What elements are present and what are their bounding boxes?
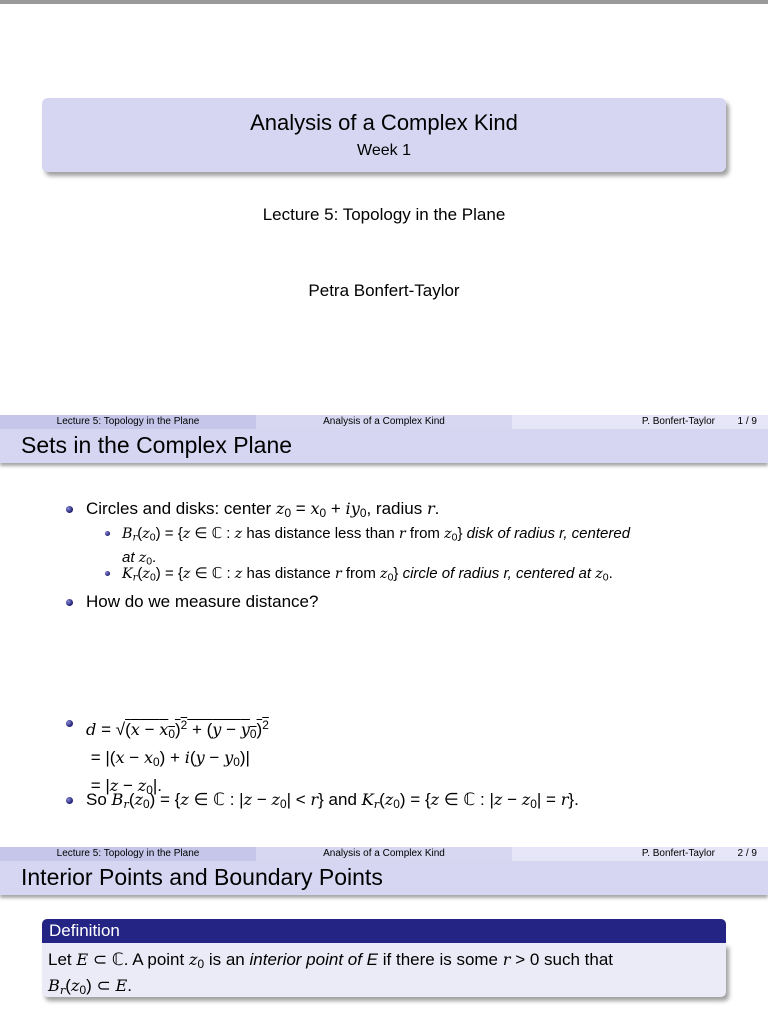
headline-bar-2 (0, 847, 768, 861)
sub-bullet-circle: $K_r(z_0) = \{z$ ∈ ℂ : z has distance r from $z_0$} circle of radius r, centered at $z_0$. (122, 565, 613, 584)
headline-author: P. Bonfert-Taylor (641, 416, 715, 427)
bullet-icon (66, 506, 73, 513)
definition-body (42, 943, 726, 997)
week-label: Week 1 (357, 142, 411, 159)
headline-course: Analysis of a Complex Kind (256, 415, 512, 429)
bullet-measure-distance: How do we measure distance? (86, 592, 319, 611)
lecture-subtitle: Lecture 5: Topology in the Plane (262, 205, 506, 224)
headline-bar-1 (0, 415, 768, 429)
headline-lecture: Lecture 5: Topology in the Plane (0, 847, 256, 861)
headline-right (512, 847, 768, 861)
bullet-icon (66, 720, 73, 727)
frame-title: Sets in the Complex Plane (21, 432, 293, 458)
top-rule (0, 0, 768, 4)
sub-bullet-icon (105, 531, 110, 536)
bullet-circles-disks: Circles and disks: center $z_0 = x_0 + iy_0$, radius r. (86, 499, 440, 520)
definition-header (42, 919, 726, 943)
headline-page-number: 1 / 9 (737, 416, 757, 427)
presentation-title: Analysis of a Complex Kind (250, 110, 518, 135)
headline-lecture: Lecture 5: Topology in the Plane (0, 415, 256, 429)
headline-right (512, 415, 768, 429)
bullet-icon (66, 797, 73, 804)
bullet-so-definitions: So $B_r(z_0) = \{z$ ∈ ℂ : $|z - z_0| < r$} and $K_r(z_0) = \{z$ ∈ ℂ : $|z - z_0| = r$}. (86, 790, 579, 811)
author-name: Petra Bonfert-Taylor (308, 281, 460, 300)
definition-title: Definition (49, 921, 120, 940)
headline-author: P. Bonfert-Taylor (641, 848, 715, 859)
frame-title-bar (0, 429, 768, 463)
title-block (42, 98, 726, 172)
sub-bullet-disk: $B_r(z_0) = \{z$ ∈ ℂ : z has distance less than r from $z_0$} disk of radius r, centered at $z_0$. (122, 525, 631, 568)
bullet-distance-formula: $d = √(x - x_0)^2 + (y - y_0)^2$ = $|(x - x_0) + i(y - y_0)|$ = $|z - z_0|$. (86, 718, 269, 797)
frame-title-bar (0, 861, 768, 895)
headline-page-number: 2 / 9 (737, 848, 757, 859)
frame-title: Interior Points and Boundary Points (21, 864, 383, 890)
headline-course: Analysis of a Complex Kind (256, 847, 512, 861)
definition-text: Let E ⊂ ℂ. A point $z_0$ is an interior point of E if there is some r > 0 such that $B_r(z_0)$ ⊂ E. (48, 950, 614, 997)
sub-bullet-icon (105, 571, 110, 576)
bullet-icon (66, 599, 73, 606)
